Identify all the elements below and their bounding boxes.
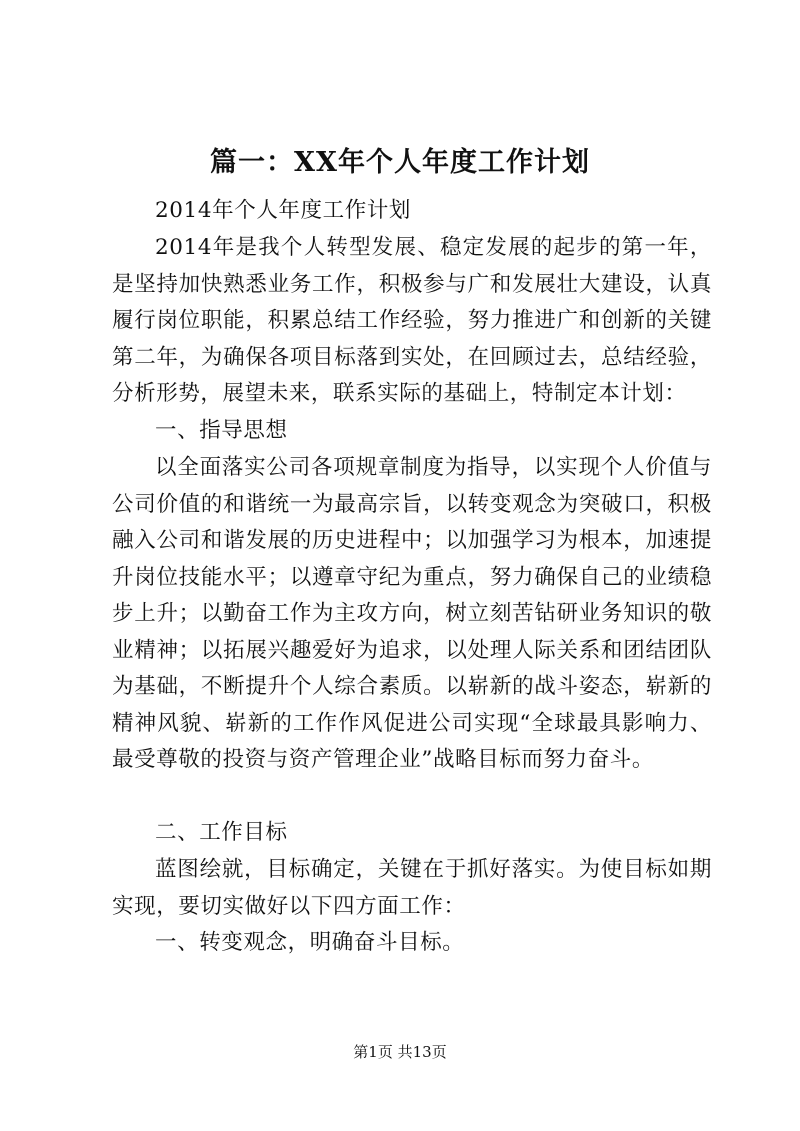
section-heading-work-goals: 二、工作目标 xyxy=(155,820,288,845)
subsection-heading-change-mindset: 一、转变观念，明确奋斗目标。 xyxy=(155,930,465,955)
intro-paragraph: 2014年是我个人转型发展、稳定发展的起步的第一年，是坚持加快熟悉业务工作，积极参与广和发展壮大建设，认真履行岗位职能，积累总结工作经验，努力推进广和创新的关键第二年，为确保各项目标落到实处，在回顾过去，总结经验，分析形势，展望未来，联系实际的基础上，特制定本计划： xyxy=(112,235,712,406)
plan-subtitle: 2014年个人年度工作计划 xyxy=(155,198,412,223)
document-title: 篇一：XX年个人年度工作计划 xyxy=(210,147,590,178)
section-heading-guiding-ideology: 一、指导思想 xyxy=(155,418,288,443)
guiding-ideology-paragraph: 以全面落实公司各项规章制度为指导，以实现个人价值与公司价值的和谐统一为最高宗旨，以转变观念为突破口，积极融入公司和谐发展的历史进程中；以加强学习为根本，加速提升岗位技能水平；以遵章守纪为重点，努力确保自己的业绩稳步上升；以勤奋工作为主攻方向，树立刻苦钻研业务知识的敬业精神；以拓展兴趣爱好为追求，以处理人际关系和团结团队为基础，不断提升个人综合素质。以崭新的战斗姿态，崭新的精神风貌、崭新的工作作风促进公司实现“全球最具影响力、最受尊敬的投资与资产管理企业”战略目标而努力奋斗。 xyxy=(112,455,712,772)
work-goals-paragraph: 蓝图绘就，目标确定，关键在于抓好落实。为使目标如期实现，要切实做好以下四方面工作： xyxy=(112,857,712,919)
page-number-footer: 第1页 共13页 xyxy=(353,1043,447,1061)
